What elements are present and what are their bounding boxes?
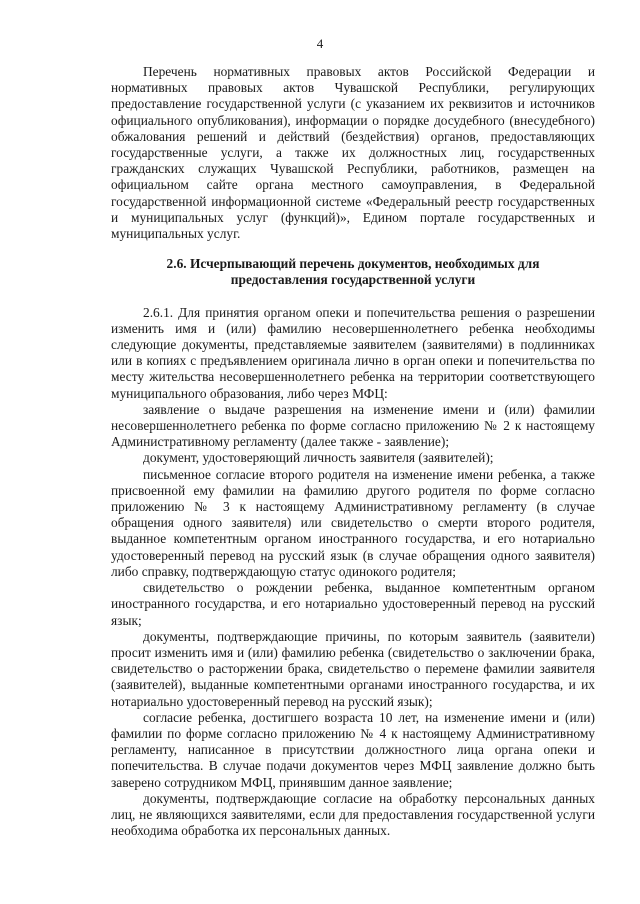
list-item-identity-document: документ, удостоверяющий личность заявителя (заявителей); xyxy=(143,450,494,466)
list-item-birth-certificate: свидетельство о рождении ребенка, выданное компетентным органом иностранного государства, и его нотариально удостоверенный перевод на русский язык; xyxy=(111,580,595,628)
page-number: 4 xyxy=(316,36,324,51)
list-item-personal-data-consent: документы, подтверждающие согласие на обработку персональных данных лиц, не являющихся заявителями, если для предоставления государственной услуги необходима обработка их персональных данных. xyxy=(111,790,595,839)
intro-paragraph: Перечень нормативных правовых актов Российской Федерации и нормативных правовых актов Чувашской Республики, регулирующих предоставление государственной услуги (с указанием их реквизитов и источников официального опубликования), информации о порядке досудебного (внесудебного) обжалования решений и действий (бездействия) органов, предоставляющих государственные услуги, а также их должностных лиц, государственных гражданских служащих Чувашской Республики, работников, размещен на официальном сайте органа местного самоуправления, в Федеральной государственной информационной системе «Федеральный реестр государственных и муниципальных услуг (функций)», Едином портале государственных и муниципальных услуг. xyxy=(111,64,595,242)
list-item-child-consent: согласие ребенка, достигшего возраста 10 лет, на изменение имени и (или) фамилии по форме согласно приложению № 4 к настоящему Административному регламенту, написанное в присутствии должностного лица органа опеки и попечительства. В случае подачи документов через МФЦ заявление должно быть заверено сотрудником МФЦ, принявшим данное заявление; xyxy=(111,709,595,790)
document-body xyxy=(111,64,595,839)
paragraph-2-6-1: 2.6.1. Для принятия органом опеки и попечительства решения о разрешении изменить имя и (или) фамилию несовершеннолетнего ребенка необходимы следующие документы, представляемые заявителем (заявителями) в подлинниках или в копиях с предъявлением оригинала лично в орган опеки и попечительства по месту жительства несовершеннолетнего ребенка на территории соответствующего муниципального образования, либо через МФЦ: xyxy=(111,304,595,401)
section-heading: 2.6. Исчерпывающий перечень документов, необходимых для предоставления государственной услуги xyxy=(166,256,540,288)
list-item-parent-consent: письменное согласие второго родителя на изменение имени ребенка, а также присвоенной ему фамилии на фамилию другого родителя по форме согласно приложению № 3 к настоящему Административному регламенту (в случае обращения одного заявителя) или свидетельство о смерти второго родителя, выданное компетентным органом иностранного государства, и его нотариально удостоверенный перевод на русский язык (в случае обращения одного заявителя) либо справку, подтверждающую статус одинокого родителя; xyxy=(111,466,595,579)
list-item-reason-documents: документы, подтверждающие причины, по которым заявитель (заявители) просит изменить имя и (или) фамилию ребенка (свидетельство о заключении брака, свидетельство о расторжении брака, свидетельство о перемене фамилии заявителя (заявителей), выданные компетентными органами иностранного государства, и их нотариально удостоверенный перевод на русский язык); xyxy=(111,628,595,709)
list-item-application: заявление о выдаче разрешения на изменение имени и (или) фамилии несовершеннолетнего ребенка по форме согласно приложению № 2 к настоящему Административному регламенту (далее также - заявление); xyxy=(111,401,595,450)
